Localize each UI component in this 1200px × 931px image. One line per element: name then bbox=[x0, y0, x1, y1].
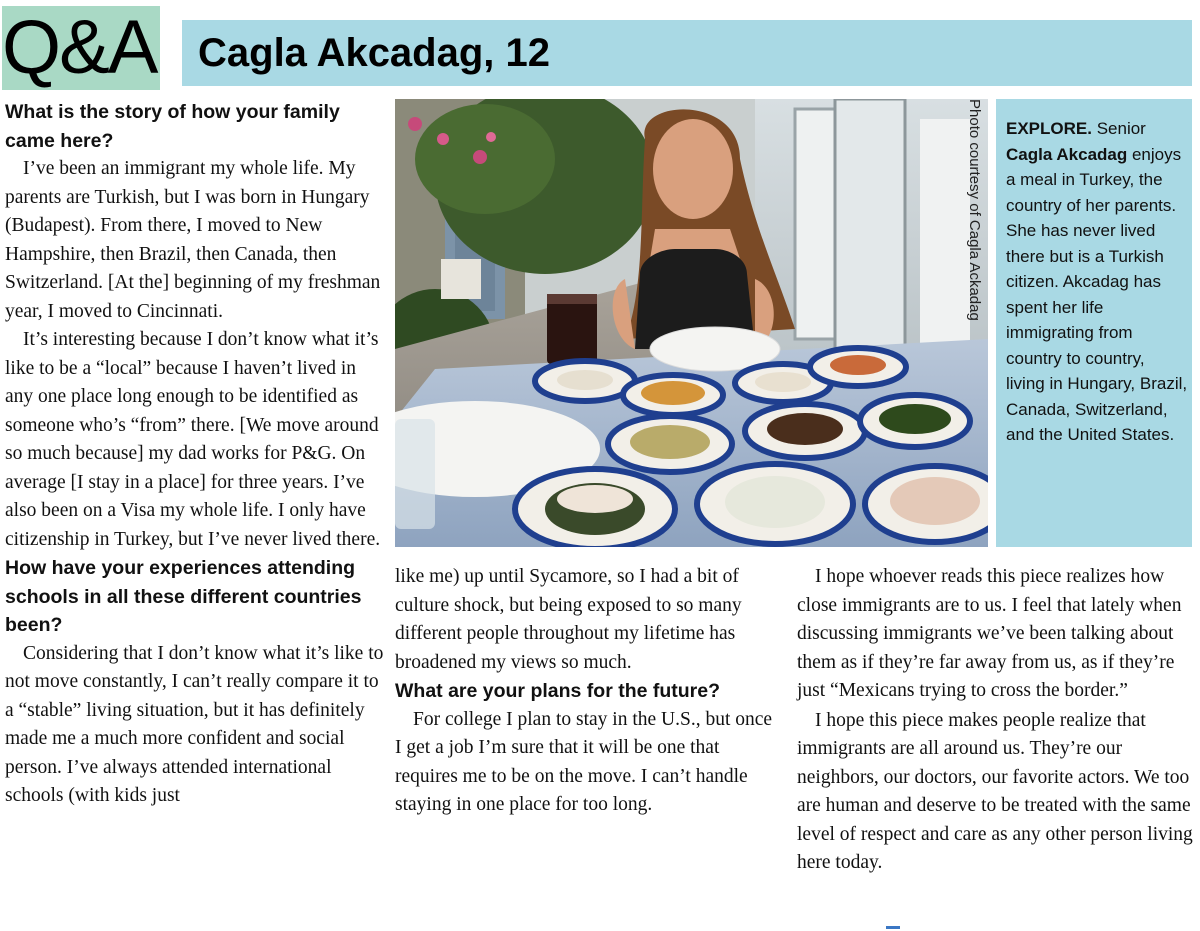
title-bar bbox=[182, 20, 1192, 86]
answer-3-paragraph-1: For college I plan to stay in the U.S., but once I get a job I’m sure that it will be one that requires me to be on the move. I can’t handle staying in one place for too long. bbox=[395, 708, 773, 815]
caption-name: Cagla Akcadag bbox=[1006, 144, 1128, 164]
question-2: How have your experiences attending schools in all these different countries been? bbox=[5, 557, 362, 636]
end-mark bbox=[886, 926, 900, 929]
answer-3-paragraph-3: I hope this piece makes people realize that immigrants are all around us. They’re our neighbors, our doctors, our favorite actors. We too are human and deserve to be treated with the same level of respect and care as any other person living here today. bbox=[797, 709, 1193, 873]
answer-3-paragraph-2: I hope whoever reads this piece realizes how close immigrants are to us. I feel that lately when discussing immigrants we’ve been talking about them as if they’re far away from us, as if they’re just “Mexicans trying to cross the border.” bbox=[797, 566, 1182, 701]
caption-rest: enjoys a meal in Turkey, the country of her parents. She has never lived there but is a Turkish citizen. Akcadag has spent her life immigrating from country to country, living in Hungary, Brazil, Canada, Switzerland, and the United States. bbox=[1006, 144, 1188, 444]
question-1: What is the story of how your family came here? bbox=[5, 101, 340, 152]
article-column-2 bbox=[395, 563, 780, 820]
answer-2-paragraph-1-continued: like me) up until Sycamore, so I had a bit of culture shock, but being exposed to so many different people throughout my lifetime has broadened my views so much. bbox=[395, 566, 742, 673]
photo-credit: Photo courtesy of Cagla Ackadag bbox=[966, 99, 983, 321]
caption-pre: Senior bbox=[1091, 119, 1146, 138]
article-column-1 bbox=[5, 98, 387, 811]
answer-1-paragraph-2: It’s interesting because I don’t know what it’s like to be a “local” because I haven’t lived in any one place long enough to be identified as someone who’s “from” there. [We move around so much because] my dad works for P&G. On average [I stay in a place] for three years. I’ve also been on a Visa my whole life. I only have citizenship in Turkey, but I’ve never lived there. bbox=[5, 329, 381, 550]
photo-meal-in-turkey bbox=[395, 99, 988, 547]
section-label: Q&A bbox=[2, 5, 157, 90]
photo-illustration bbox=[395, 99, 988, 547]
answer-2-paragraph-1-start: Considering that I don’t know what it’s like to not move constantly, I can’t really compare it to a “stable” living situation, but it has definitely made me a much more confident and social person. I’ve always attended international schools (with kids just bbox=[5, 642, 384, 806]
question-3: What are your plans for the future? bbox=[395, 680, 721, 702]
page-title: Cagla Akcadag, 12 bbox=[198, 31, 551, 75]
caption-box bbox=[996, 99, 1192, 547]
qa-section-badge bbox=[2, 6, 160, 90]
photo-caption bbox=[1006, 116, 1188, 448]
answer-1-paragraph-1: I’ve been an immigrant my whole life. My parents are Turkish, but I was born in Hungary (Budapest). From there, I moved to New Hampshire, then Brazil, then Canada, then Switzerland. [At the] beginning of my freshman year, I moved to Cincinnati. bbox=[5, 158, 381, 322]
article-column-3 bbox=[797, 563, 1195, 879]
caption-lead: EXPLORE. bbox=[1006, 119, 1092, 138]
